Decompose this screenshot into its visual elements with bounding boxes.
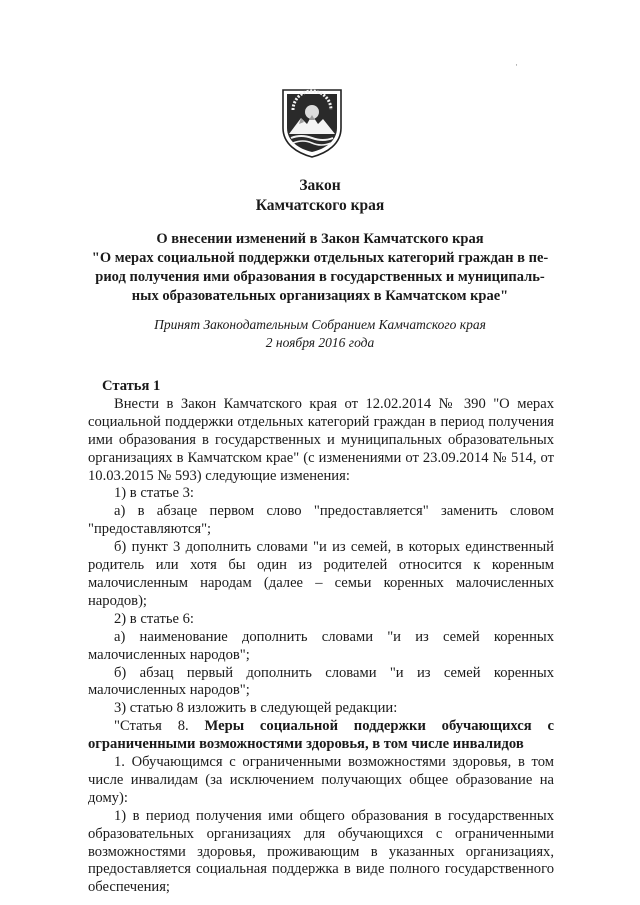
title-line: "О мерах социальной поддержки отдельных категорий граждан в пе- bbox=[91, 250, 549, 266]
article-paragraph: 1) в статье 3: bbox=[114, 485, 194, 502]
document-title bbox=[60, 230, 580, 306]
quoted-article-prefix: "Статья 8. bbox=[114, 718, 205, 735]
title-line: риод получения ими образования в государственных и муниципаль- bbox=[95, 269, 545, 285]
article-paragraph: 2) в статье 6: bbox=[114, 610, 194, 627]
article-heading: Статья 1 bbox=[102, 378, 161, 394]
article-body bbox=[88, 378, 554, 897]
quoted-article-title: Меры социальной поддержки обучающихся с ограниченными возможностями здоровья, в том числе инвалидов bbox=[88, 718, 554, 753]
article-paragraph: 1. Обучающимся с ограниченными возможностями здоровья, в том числе инвалидам (за исключением получающих общее образование на дому): bbox=[88, 754, 554, 806]
article-paragraph: б) абзац первый дополнить словами "и из семей коренных малочисленных народов"; bbox=[88, 664, 554, 699]
article-paragraph: а) в абзаце первом слово "предоставляется" заменить словом "предоставляются"; bbox=[88, 503, 554, 538]
adoption-date: 2 ноября 2016 года bbox=[265, 335, 375, 350]
title-line: ных образовательных организациях в Камчатском крае" bbox=[131, 288, 509, 304]
article-paragraph: а) наименование дополнить словами "и из семей коренных малочисленных народов"; bbox=[88, 628, 554, 663]
adoption-note bbox=[60, 316, 580, 352]
document-type: Закон bbox=[299, 177, 341, 194]
article-paragraph: 1) в период получения ими общего образования в государственных образовательных организациях для обучающихся с ограниченными возможностями здоровья, проживающим в указанных организациях, предоставляется социальная поддержка в виде полного государственного обеспечения; bbox=[88, 807, 554, 896]
corner-mark: · bbox=[515, 60, 518, 70]
title-line: О внесении изменений в Закон Камчатского края bbox=[156, 231, 484, 247]
article-paragraph: Внести в Закон Камчатского края от 12.02.2014 № 390 "О мерах социальной поддержки отдельных категорий граждан в период получения ими образования в государственных и муниципальных образовательных организациях в Камчатском крае" (с изменениями от 23.09.2014 № 514, от 10.03.2015 № 593) следующие изменения: bbox=[88, 395, 554, 484]
document-region: Камчатского края bbox=[255, 197, 385, 214]
kamchatka-coat-of-arms-icon bbox=[281, 88, 343, 158]
quoted-article-heading bbox=[88, 718, 554, 754]
article-paragraph: 3) статью 8 изложить в следующей редакции: bbox=[114, 700, 398, 717]
adoption-body: Принят Законодательным Собранием Камчатского края bbox=[154, 317, 486, 332]
article-paragraph: б) пункт 3 дополнить словами "и из семей, в которых единственный родитель или хотя бы один из родителей относится к коренным малочисленным народам (далее – семьи коренных малочисленных народов); bbox=[88, 539, 554, 609]
